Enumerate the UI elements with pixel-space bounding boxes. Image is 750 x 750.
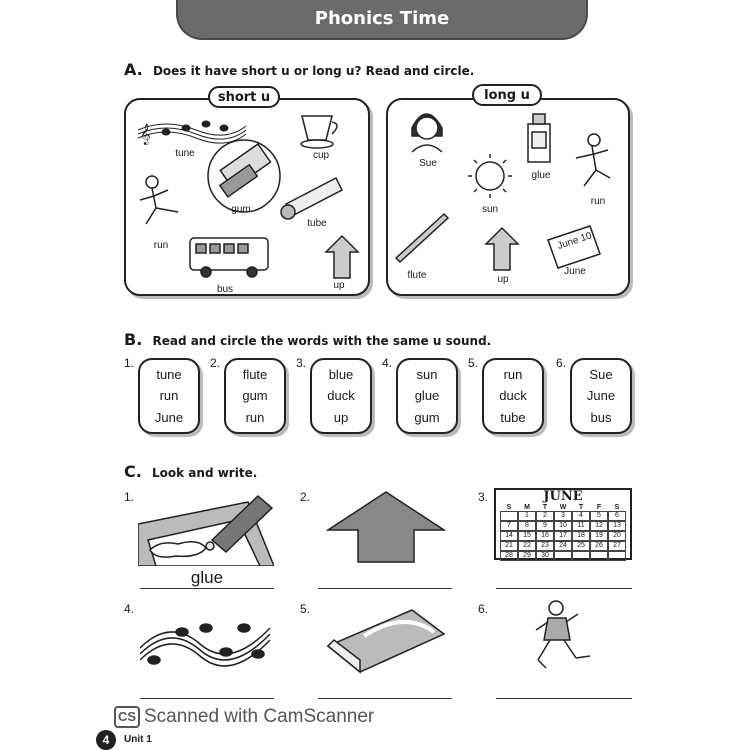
glue-picture (138, 490, 274, 566)
gum-pack-icon (328, 610, 444, 672)
word-group-1[interactable] (138, 358, 200, 434)
word-group-6[interactable] (570, 358, 632, 434)
running-girl-icon (140, 176, 178, 224)
calendar-icon-text: June 10 (556, 230, 594, 252)
label-up-long: up (497, 274, 509, 285)
gum-picture (324, 606, 448, 676)
item-6-number: 6. (478, 602, 489, 616)
up-arrow-big-icon (328, 492, 444, 562)
up-arrow-picture (326, 490, 446, 564)
calendar-day: 29 (518, 551, 536, 561)
running-girl-big-icon (536, 601, 590, 668)
word[interactable]: tube (500, 409, 526, 425)
calendar-weekday: M (524, 504, 530, 511)
short-u-pictures (126, 100, 372, 298)
calendar-day: 17 (554, 531, 572, 541)
word[interactable]: blue (328, 367, 354, 383)
item-3-number: 3. (478, 490, 489, 504)
item-5-number: 5. (300, 602, 311, 616)
calendar-day: 2 (536, 511, 554, 521)
bus-icon (190, 238, 268, 277)
calendar-day: 16 (536, 531, 554, 541)
item-4-write-line[interactable] (140, 698, 274, 699)
word[interactable]: run (159, 388, 179, 404)
label-glue: glue (531, 170, 551, 181)
group-2-number: 2. (210, 356, 221, 370)
label-sun: sun (481, 204, 499, 215)
word[interactable]: run (245, 409, 265, 425)
group-3-number: 3. (296, 356, 307, 370)
word-group-4[interactable] (396, 358, 458, 434)
camscanner-badge: CS (114, 706, 140, 728)
calendar-day: 27 (608, 541, 626, 551)
calendar-day: 10 (554, 521, 572, 531)
word[interactable]: glue (414, 388, 440, 404)
sue-face-icon (412, 114, 442, 152)
item-1-number: 1. (124, 490, 135, 504)
page-number: 4 (96, 730, 116, 750)
calendar-day (572, 551, 590, 561)
label-cup: cup (312, 150, 330, 161)
label-sue: Sue (419, 158, 437, 169)
word[interactable]: June (586, 388, 616, 404)
item-1-answer: glue (190, 568, 224, 587)
calendar-day (554, 551, 572, 561)
calendar-day (590, 551, 608, 561)
run-picture (526, 598, 598, 674)
calendar-day: 5 (590, 511, 608, 521)
section-c-heading (124, 462, 257, 481)
calendar-day: 19 (590, 531, 608, 541)
item-5-write-line[interactable] (318, 698, 452, 699)
word-group-3[interactable] (310, 358, 372, 434)
tube-icon (281, 178, 342, 219)
section-c-instruction: Look and write. (152, 466, 258, 480)
calendar-day: 14 (500, 531, 518, 541)
section-b-heading (124, 330, 491, 349)
label-tube: tube (307, 218, 327, 229)
music-picture (140, 608, 274, 670)
up-arrow-long-icon (486, 228, 518, 270)
item-4-number: 4. (124, 602, 135, 616)
section-b-instruction: Read and circle the words with the same u sound. (152, 334, 492, 348)
calendar-day: 23 (536, 541, 554, 551)
label-up-short: up (333, 280, 345, 291)
calendar-weekday: S (506, 504, 512, 511)
long-u-panel (386, 98, 630, 296)
calendar-day: 3 (554, 511, 572, 521)
calendar-day: 20 (608, 531, 626, 541)
glue-bottle-icon (528, 114, 550, 162)
calendar-weekday: F (596, 504, 602, 511)
calendar-month: JUNE (543, 489, 583, 504)
up-arrow-icon (326, 236, 358, 278)
music-notes-icon (138, 121, 246, 145)
running-girl-long-icon (576, 134, 610, 186)
calendar-day (608, 551, 626, 561)
unit-label: Unit 1 (124, 734, 152, 745)
calendar-weekday: S (614, 504, 620, 511)
group-1-number: 1. (124, 356, 135, 370)
calendar-day: 11 (572, 521, 590, 531)
section-a-letter: A. (124, 60, 143, 79)
calendar-day (500, 511, 518, 521)
music-notes-big-icon (140, 624, 270, 666)
label-run-long: run (590, 196, 606, 207)
item-2-write-line[interactable] (318, 588, 452, 589)
calendar-day: 22 (518, 541, 536, 551)
short-u-tag: short u (208, 86, 280, 108)
label-june: June (564, 266, 586, 277)
calendar-day: 13 (608, 521, 626, 531)
calendar-weekday: T (578, 504, 584, 511)
short-u-panel (124, 98, 370, 296)
word-group-5[interactable] (482, 358, 544, 434)
june-calendar (494, 488, 632, 560)
header-banner (176, 0, 588, 40)
label-flute: flute (407, 270, 427, 281)
item-2-number: 2. (300, 490, 311, 504)
calendar-day: 6 (608, 511, 626, 521)
word[interactable]: Sue (589, 367, 613, 383)
calendar-day: 26 (590, 541, 608, 551)
svg-text:𝄞: 𝄞 (140, 124, 151, 144)
group-5-number: 5. (468, 356, 479, 370)
gum-icon (208, 140, 280, 212)
section-a-instruction: Does it have short u or long u? Read and circle. (152, 64, 475, 78)
long-u-tag: long u (472, 84, 542, 106)
sun-icon (468, 154, 512, 198)
word[interactable]: gum (242, 388, 268, 404)
section-c-letter: C. (124, 462, 142, 481)
word[interactable]: June (154, 409, 184, 425)
word[interactable]: flute (242, 367, 268, 383)
section-a-heading (124, 60, 474, 79)
word-group-2[interactable] (224, 358, 286, 434)
item-3-write-line[interactable] (496, 588, 632, 589)
glue-squeeze-icon (138, 496, 274, 566)
page-title: Phonics Time (314, 8, 450, 29)
calendar-day: 30 (536, 551, 554, 561)
word[interactable]: up (333, 409, 349, 425)
june-calendar-icon (548, 226, 600, 268)
item-1-write-line[interactable] (140, 588, 274, 589)
label-tune: tune (175, 148, 195, 159)
word[interactable]: run (503, 367, 523, 383)
calendar-day: 25 (572, 541, 590, 551)
calendar-day: 4 (572, 511, 590, 521)
calendar-day: 1 (518, 511, 536, 521)
label-gum: gum (231, 204, 251, 215)
calendar-weekday: T (542, 504, 548, 511)
camscanner-text: Scanned with CamScanner (144, 706, 375, 727)
word[interactable]: bus (590, 409, 612, 425)
word[interactable]: tune (156, 367, 182, 383)
cup-icon (301, 116, 337, 148)
section-b-letter: B. (124, 330, 143, 349)
word[interactable]: sun (416, 367, 438, 383)
calendar-day: 28 (500, 551, 518, 561)
calendar-day: 24 (554, 541, 572, 551)
calendar-weekday: W (559, 504, 567, 511)
group-4-number: 4. (382, 356, 393, 370)
calendar-day: 18 (572, 531, 590, 541)
label-run-short: run (153, 240, 169, 251)
calendar-day: 12 (590, 521, 608, 531)
calendar-day: 21 (500, 541, 518, 551)
calendar-grid (496, 504, 630, 561)
calendar-day: 8 (518, 521, 536, 531)
label-bus: bus (216, 284, 234, 295)
calendar-day: 15 (518, 531, 536, 541)
word[interactable]: gum (414, 409, 440, 425)
word[interactable]: duck (327, 388, 355, 404)
calendar-day: 9 (536, 521, 554, 531)
word[interactable]: duck (499, 388, 527, 404)
group-6-number: 6. (556, 356, 567, 370)
calendar-day: 7 (500, 521, 518, 531)
flute-icon (396, 214, 448, 262)
item-6-write-line[interactable] (496, 698, 632, 699)
